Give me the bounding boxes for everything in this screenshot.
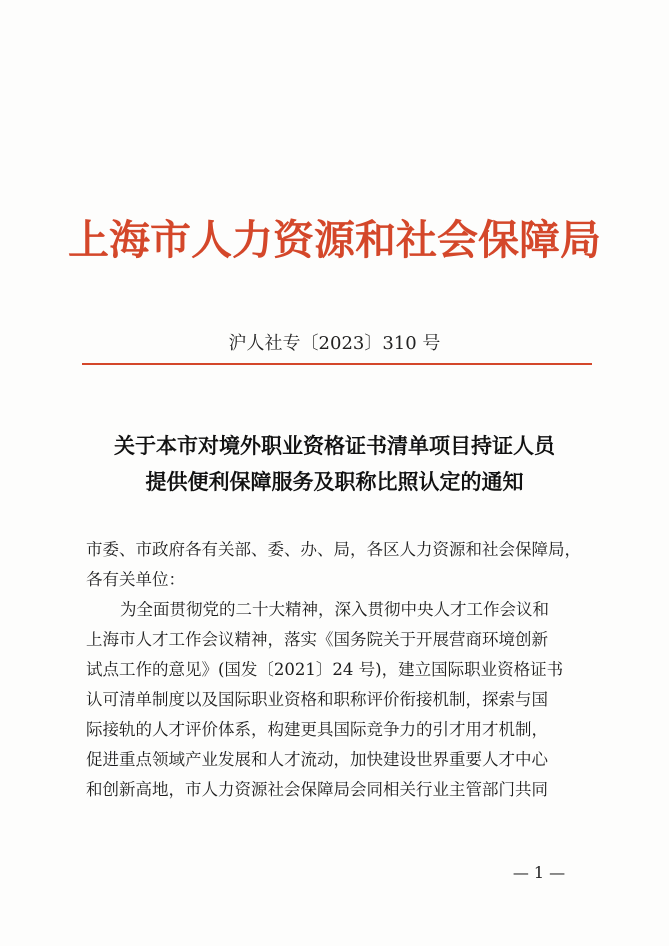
paragraph-line: 际接轨的人才评价体系，构建更具国际竞争力的引才用才机制， [86, 720, 548, 739]
paragraph-line: 认可清单制度以及国际职业资格和职称评价衔接机制，探索与国 [86, 690, 548, 709]
document-number: 沪人社专〔2023〕310 号 [228, 333, 441, 354]
title-line-1: 关于本市对境外职业资格证书清单项目持证人员 [114, 433, 555, 458]
issuing-organization-header: 上海市人力资源和社会保障局 [68, 216, 601, 264]
page-number: — 1 — [512, 863, 566, 882]
paragraph-line: 和创新高地，市人力资源社会保障局会同相关行业主管部门共同 [86, 780, 548, 799]
document-title [0, 428, 669, 500]
document-body [86, 535, 586, 805]
paragraph-line: 促进重点领域产业发展和人才流动，加快建设世界重要人才中心 [86, 750, 548, 769]
title-line-2: 提供便利保障服务及职称比照认定的通知 [145, 469, 524, 494]
addressee-line-2: 各有关单位： [86, 570, 185, 589]
addressee-line-1: 市委、市政府各有关部、委、办、局，各区人力资源和社会保障局， [86, 540, 581, 559]
paragraph-line: 试点工作的意见》(国发〔2021〕24 号)，建立国际职业资格证书 [86, 660, 564, 679]
red-divider-line [82, 363, 592, 365]
paragraph-line: 上海市人才工作会议精神，落实《国务院关于开展营商环境创新 [86, 630, 548, 649]
paragraph-line: 为全面贯彻党的二十大精神，深入贯彻中央人才工作会议和 [120, 600, 549, 619]
